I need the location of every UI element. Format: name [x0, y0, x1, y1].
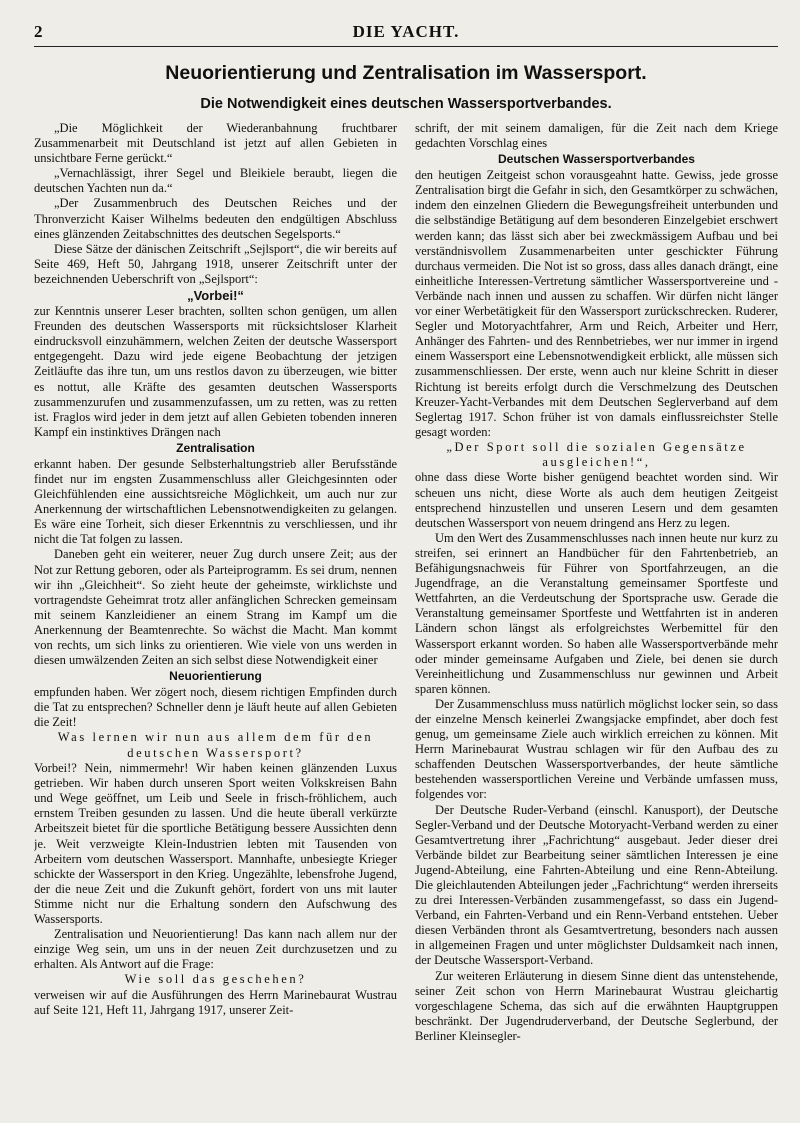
paragraph: Zur weiteren Erläuterung in diesem Sinne dient das untenstehende, seiner Zeit schon von Herrn Marinebaurat Wustrau gleichartig vorgeschlagene Schema, das sich auf die erwähnten Hauptgruppen beschränkt. Der Jugendruderverband, der Deutsche Seglerbund, der Berliner Kleinsegler- — [415, 968, 778, 1043]
paragraph: „Der Zusammenbruch des Deutschen Reiches und der Thronverzicht Kaiser Wilhelms bedeuten den endgültigen Abschluss eines glänzenden Zeitabschnittes des deutschen Segelsports.“ — [34, 196, 397, 241]
section-heading: Zentralisation — [176, 440, 255, 455]
left-column — [34, 121, 397, 1113]
header-rule — [34, 46, 778, 47]
page-number: 2 — [34, 22, 43, 41]
paragraph: Um den Wert des Zusammenschlusses nach innen heute nur kurz zu streifen, sei erinnert an Handbücher für den Fahrtenbetrieb, an Befähigungsnachweis für Führer von Sportfahrzeugen, an die Jugendfrage, an die Veranstaltung gemeinsamer Sportfeste und Wettfahrten, an die Verdeutschung der Sportsprache usw. Gerade die Veranstaltung gemeinsamer Sportfeste und Wettfahrten ist in anderen Ländern schon längst als erfolgreichstes Werbemittel für den Wassersport erkannt worden. So haben alle Wassersportverbände mehr oder minder gemeinsame Aufgaben und Ziele, bei denen sie durch Vereinheitlichung und Zusammenschluss nur gewinnen und Arbeit sparen können. — [415, 530, 778, 696]
spaced-quote: „Der Sport soll die sozialen Gegensätze ausgleichen!“, — [446, 439, 747, 470]
paragraph: erkannt haben. Der gesunde Selbsterhaltungstrieb aller Berufsstände findet nur im engsten Zusammenschluss aller Gleichgesinnten oder Gleichfühlenden eine aussichtsreiche Möglichkeit, um auch nur zur Anerkennung der wirtschaftlichen Lebensnotwendigkeiten zu gelangen. Es wäre eine Torheit, sich dieser Erkenntnis zu verschliessen, und ihr nicht die Tat folgen zu lassen. — [34, 456, 397, 547]
article-title: Neuorientierung und Zentralisation im Wassersport. — [165, 62, 647, 84]
spaced-quote: Wie soll das geschehen? — [124, 972, 307, 987]
article-subtitle: Die Notwendigkeit eines deutschen Wassersportverbandes. — [200, 96, 612, 112]
paragraph: Daneben geht ein weiterer, neuer Zug durch unsere Zeit; aus der Not zur Rettung geboren, oder als Parteiprogramm. Es sei drum, nennen wir ihn „Gleichheit“. So zieht heute der geheimste, wirklichste und vortragendste Geheimrat trotz aller anfänglichen Schrecken gemeinsam mit seinem Kanzleidiener an einem Strang im Kampf um die Anerkennung der Beamtenrechte. So wächst die Macht. Man kommt von rechts, um sich links zu orientieren. Wie viele von uns werden in diesen umwälzenden Zeiten an sich selbst diese Notwendigkeit einer — [34, 547, 397, 668]
paragraph: Der Deutsche Ruder-Verband (einschl. Kanusport), der Deutsche Segler-Verband und der Deutsche Motoryacht-Verband werden zu einer Gesamtvertretung ihrer „Fachrichtung“ ausgebaut. Jeder dieser drei Verbände bildet zur Bearbeitung seiner sämtlichen Interessen je eine Jugend-Abteilung, eine Fahrten-Abteilung und eine Renn-Abteilung. Die gleichlautenden Abteilungen jeder „Fachrichtung“ werden ihrerseits zu drei Interessen-Verbänden zusammengefasst, so dass ein Jugend-Verband, ein Fahrten-Verband und ein Renn-Verband entstehen. Ueber diesen Verbänden thront als Gesamtvertretung, besonders nach aussen in allgemeinen Fragen und unter möglichster Duldsamkeit nach innen, der Deutsche Wassersport-Verband. — [415, 802, 778, 968]
paragraph: empfunden haben. Wer zögert noch, diesem richtigen Empfinden durch die Tat zu entsprechen? Schneller denn je läuft heute auf allen Gebieten die Zeit! — [34, 685, 397, 730]
paragraph: Vorbei!? Nein, nimmermehr! Wir haben keinen glänzenden Luxus getrieben. Wir haben durch unseren Sport weiten Volkskreisen Bahn und Wege geöffnet, um Leib und Seele in frisch-fröhlichem, auch ernstem Treiben gesunden zu lassen. Und die heute überall verkürzte Arbeitszeit bietet für die sportliche Betätigung bessere Aussichten denn je. Weit verzweigte Klein-Industrien lebten mit Tausenden von Arbeitern vom deutschen Wassersport. Mannhafte, unbesiegte Krieger schickte der Wassersport in den Krieg. Ungezählte, lebensfrohe Jugend, der die neue Zeit und die Zukunft gehört, fordert von uns mit lauter Stimme nicht nur die Erhaltung sondern den Aufschwung des Wassersports. — [34, 761, 397, 926]
paragraph: Zentralisation und Neuorientierung! Das kann nach allem nur der einzige Weg sein, um uns in der neuen Zeit durchzusetzen und zu erhalten. Als Antwort auf die Frage: — [34, 927, 397, 972]
paragraph: zur Kenntnis unserer Leser brachten, sollten schon genügen, um allen Freunden des deutschen Wassersports mit rücksichtsloser Klarheit eindrucksvoll einzuhämmern, welchen Zeiten der deutsche Wassersport entgegengeht. Dazu wird jede eigene Beobachtung der jetzigen Zeitläufte das ihre tun, um uns restlos davon zu überzeugen, wie bitter es nottut, alle Kräfte des gesamten deutschen Wassersports zusammenzurufen und zusammenzufassen, um zu retten, was zu retten ist. Fraglos wird jeder in dem jetzt auf allen Gebieten tobenden inneren Kampf ein instinktives Drängen nach — [34, 304, 397, 439]
section-heading: „Vorbei!“ — [187, 288, 244, 304]
spaced-quote: Was lernen wir nun aus allem dem für den deutschen Wassersport? — [57, 730, 374, 760]
running-head: DIE YACHT. — [352, 22, 460, 41]
paragraph: den heutigen Zeitgeist schon vorausgeahnt hatte. Gewiss, jede grosse Zentralisation birgt die Gefahr in sich, den Gesamtkörper zu schwächen, indem den einzelnen Gliedern die Bewegungsfreiheit unterbunden und die selbständige Betätigung auf dem besonderen Einzelgebiet erschwert werden kann; das lässt sich aber bei zweckmässigem Aufbau und bei verständnisvollem Zusammenarbeiten unter geschickter Führung durchaus vermeiden. Die Not ist so gross, dass alles danach drängt, eine einheitliche Interessen-Vertretung sämtlicher Wassersportvereine und -Verbände nach innen und aussen zu schaffen. Wir dürfen nicht länger vor einer Werbetätigkeit für den Wassersport zurückschrecken. Ruderer, Segler und Motoryachtfahrer, Arm und Reich, Arbeiter und Herr, Anhänger des Fahrten- und des Rennbetriebes, wer nur immer in irgend einem Wassersport eine Lebensnotwendigkeit erblickt, alle müssen sich zusammenschliessen. Der erste, wenn auch nur kleine Schritt in dieser Richtung ist bereits erfolgt durch die Verschmelzung des Deutschen Kreuzer-Yacht-Verbandes mit dem Deutschen Seglerverband auf dem Seglertag 1917. Schon früher ist von damals einflussreichster Stelle gesagt worden: — [415, 168, 778, 439]
paragraph: Diese Sätze der dänischen Zeitschrift „Sejlsport“, die wir bereits auf Seite 469, Heft 50, Jahrgang 1918, unserer Zeitschrift unter der bezeichnenden Ueberschrift von „Sejlsport“: — [34, 241, 397, 286]
paragraph: „Vernachlässigt, ihrer Segel und Bleikiele beraubt, liegen die deutschen Yachten nun da.“ — [34, 166, 397, 196]
paragraph: ohne dass diese Worte bisher genügend beachtet worden sind. Wir scheuen uns nicht, diese Worte als auch dem heutigen Zeitgeist entsprechend hinzustellen und unseren Lesern und dem gesamten deutschen Wassersport von neuem dringend ans Herz zu legen. — [415, 470, 778, 530]
page-header — [34, 22, 778, 44]
right-column — [415, 121, 778, 1113]
paragraph: verweisen wir auf die Ausführungen des Herrn Marinebaurat Wustrau auf Seite 121, Heft 11, Jahrgang 1917, unserer Zeit- — [34, 987, 397, 1017]
section-heading: Neuorientierung — [169, 669, 262, 684]
paragraph: schrift, der mit seinem damaligen, für die Zeit nach dem Kriege gedachten Vorschlag eines — [415, 121, 778, 151]
article-body — [34, 121, 778, 1113]
section-heading: Deutschen Wassersportverbandes — [498, 152, 695, 167]
paragraph: Der Zusammenschluss muss natürlich möglichst locker sein, so dass der einzelne Mensch keinerlei Zwangsjacke empfindet, aber doch fest genug, um gemeinsame Ziele auch wirklich erreichen zu können. Mit Herrn Marinebaurat Wustrau schlagen wir für den Aufbau des zu schaffenden Deutschen Wassersportverbandes, der heute sämtliche bestehenden wassersportlichen Vereine und Verbände umfassen muss, folgendes vor: — [415, 696, 778, 802]
paragraph: „Die Möglichkeit der Wiederanbahnung fruchtbarer Zusammenarbeit mit Deutschland ist jetzt auf allen Gebieten in unsichtbare Ferne gerückt.“ — [34, 121, 397, 166]
